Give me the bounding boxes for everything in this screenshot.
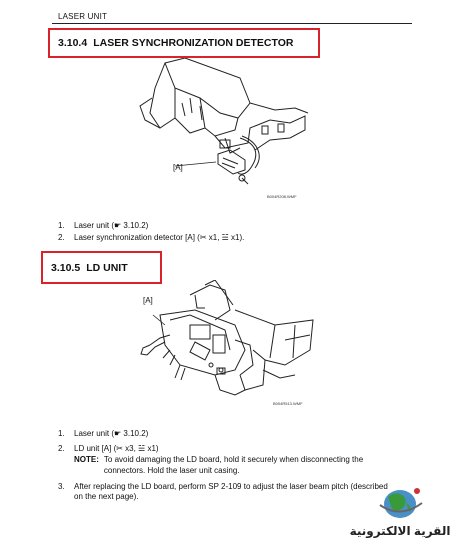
section-title: LD UNIT: [86, 261, 128, 274]
list-item: 2. Laser synchronization detector [A] (✂ x1, ☱ x1).: [58, 233, 245, 242]
procedure-list: [58, 428, 398, 502]
running-header: LASER UNIT: [58, 12, 108, 21]
header-rule: [52, 23, 412, 24]
section-number: 3.10.4: [58, 37, 88, 49]
section-number: 3.10.5: [51, 261, 81, 274]
section-title: LASER SYNCHRONIZATION DETECTOR: [93, 37, 294, 49]
list-item: 1. Laser unit (☛ 3.10.2): [58, 429, 149, 438]
note: [58, 455, 398, 476]
laser-sync-detector-figure: [130, 58, 320, 203]
section-heading-laser-sync: [48, 28, 320, 58]
note-label: NOTE:: [74, 455, 99, 464]
note-text: To avoid damaging the LD board, hold it securely when disconnecting the connectors. Hold the laser unit casing.: [103, 455, 364, 475]
list-item: 3. After replacing the LD board, perform SP 2-109 to adjust the laser beam pitch (described on the next page).: [58, 482, 388, 501]
ld-unit-figure: [135, 280, 315, 405]
figure-callout-a: [A]: [173, 163, 183, 172]
list-item: 2. LD unit [A] (✂ x3, ☱ x1): [58, 444, 159, 453]
figure-callout-a: [A]: [143, 296, 153, 305]
list-item: 1. Laser unit (☛ 3.10.2): [58, 221, 149, 230]
procedure-list: [58, 220, 388, 244]
figure-code: B004R208.WMF: [267, 194, 297, 199]
watermark-text: القرية الالكترونية: [349, 524, 451, 538]
figure-code: B004R513.WMF: [273, 401, 303, 406]
